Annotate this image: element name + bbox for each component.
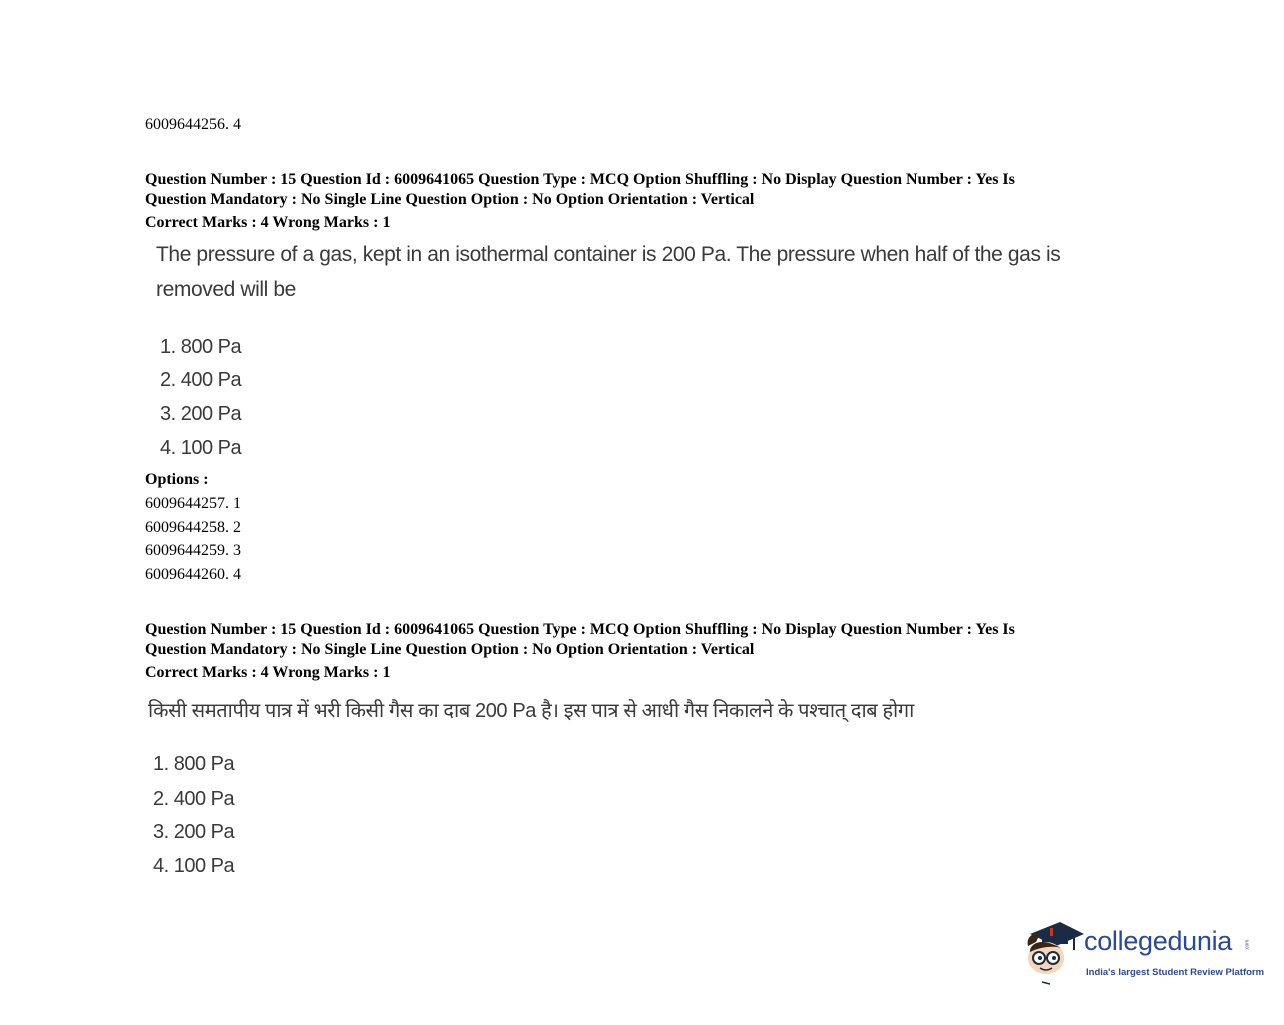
previous-option-id: 6009644256. 4 bbox=[145, 116, 241, 133]
logo-wordmark: collegedunia bbox=[1084, 926, 1233, 956]
question-2-choice-1: 1. 800 Pa bbox=[153, 753, 235, 775]
question-1-choice-2: 2. 400 Pa bbox=[160, 369, 242, 391]
question-2-marks: Correct Marks : 4 Wrong Marks : 1 bbox=[145, 664, 391, 681]
question-1-marks: Correct Marks : 4 Wrong Marks : 1 bbox=[145, 214, 391, 231]
option-id-2: 6009644258. 2 bbox=[145, 519, 241, 536]
question-1-meta-line-2: Question Mandatory : No Single Line Question Option : No Option Orientation : Vertical bbox=[145, 190, 755, 208]
question-1-metadata bbox=[145, 170, 1145, 233]
question-2-metadata bbox=[145, 620, 1145, 683]
question-2-text: किसी समतापीय पात्र में भरी किसी गैस का दाब 200 Pa है। इस पात्र से आधी गैस निकालने के पश्चात् दाब होगा bbox=[148, 700, 914, 722]
question-1-text-line-1: The pressure of a gas, kept in an isothermal container is 200 Pa. The pressure when half of the gas is bbox=[156, 243, 1061, 266]
collegedunia-logo bbox=[1022, 912, 1265, 992]
question-2-choice-4: 4. 100 Pa bbox=[153, 855, 235, 877]
logo-tagline: India's largest Student Review Platform bbox=[1086, 967, 1265, 978]
question-2-choice-3: 3. 200 Pa bbox=[153, 821, 235, 843]
question-2-meta-line-2: Question Mandatory : No Single Line Question Option : No Option Orientation : Vertical bbox=[145, 640, 755, 658]
options-label: Options : bbox=[145, 471, 209, 488]
question-1-choice-4: 4. 100 Pa bbox=[160, 437, 242, 459]
question-1-text-line-2: removed will be bbox=[156, 278, 296, 301]
question-1-choice-1: 1. 800 Pa bbox=[160, 336, 242, 358]
option-id-4: 6009644260. 4 bbox=[145, 566, 241, 583]
option-id-3: 6009644259. 3 bbox=[145, 542, 241, 559]
question-1-meta-line-1: Question Number : 15 Question Id : 6009641065 Question Type : MCQ Option Shuffling : No Display Question Number : Yes Is bbox=[145, 171, 1015, 188]
mascot-icon bbox=[1022, 912, 1084, 992]
question-2-meta-line-1: Question Number : 15 Question Id : 6009641065 Question Type : MCQ Option Shuffling : No Display Question Number : Yes Is bbox=[145, 621, 1015, 638]
option-id-1: 6009644257. 1 bbox=[145, 495, 241, 512]
question-2-choice-2: 2. 400 Pa bbox=[153, 788, 235, 810]
logo-suffix: .com bbox=[1244, 939, 1251, 951]
question-1-choice-3: 3. 200 Pa bbox=[160, 403, 242, 425]
